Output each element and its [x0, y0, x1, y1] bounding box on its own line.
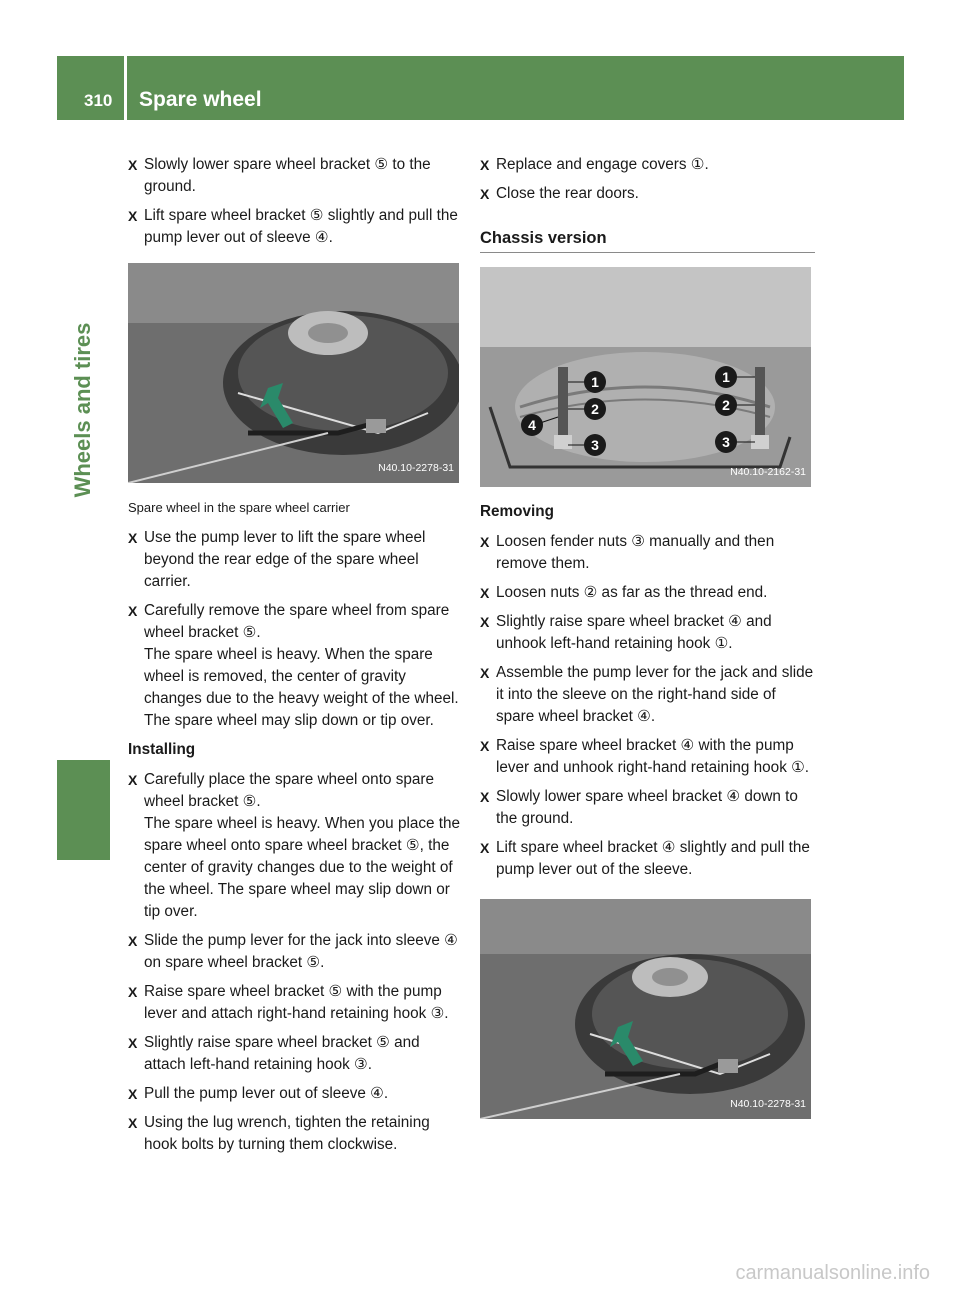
chassis-illustration [480, 267, 811, 487]
step-marker: X [480, 614, 490, 630]
step-marker: X [128, 208, 138, 224]
step-item [128, 205, 462, 249]
step-item [128, 1083, 462, 1105]
step-marker: X [480, 157, 490, 173]
step-marker: X [480, 840, 490, 856]
step-item [480, 786, 815, 830]
step-marker: X [128, 1115, 138, 1131]
step-text: Carefully place the spare wheel onto spare wheel bracket ⑤. [144, 771, 434, 810]
header-divider [124, 56, 127, 120]
step-marker: X [480, 665, 490, 681]
step-text: Use the pump lever to lift the spare wheel beyond the rear edge of the spare wheel carrier. [144, 529, 426, 590]
step-marker: X [128, 772, 138, 788]
step-marker: X [128, 157, 138, 173]
callout-text: 2 [722, 397, 730, 413]
step-marker: X [480, 738, 490, 754]
step-marker: X [128, 603, 138, 619]
step-item [480, 582, 815, 604]
step-text: Close the rear doors. [496, 185, 639, 202]
step-item [480, 154, 815, 176]
figure-code: N40.10-2278-31 [730, 1098, 806, 1110]
side-tab-label: Wheels and tires [70, 322, 95, 498]
step-item [128, 600, 462, 732]
step-item [480, 183, 815, 205]
figure-code: N40.10-2278-31 [378, 462, 454, 474]
step-text: Using the lug wrench, tighten the retaining hook bolts by turning them clockwise. [144, 1114, 430, 1153]
figure-code: N40.10-2162-31 [730, 466, 806, 478]
callout-text: 1 [591, 374, 599, 390]
step-marker: X [128, 933, 138, 949]
step-text: Carefully remove the spare wheel from spare wheel bracket ⑤. [144, 602, 450, 641]
step-item [128, 154, 462, 198]
left-column [128, 154, 462, 1163]
step-item [480, 531, 815, 575]
step-marker: X [128, 984, 138, 1000]
step-marker: X [480, 585, 490, 601]
step-item [480, 837, 815, 881]
step-item [480, 611, 815, 655]
step-text: Raise spare wheel bracket ④ with the pump lever and unhook right-hand retaining hook ①. [496, 737, 810, 776]
step-item [128, 769, 462, 923]
step-marker: X [480, 186, 490, 202]
step-item [480, 735, 815, 779]
page-number: 310 [84, 91, 113, 110]
callout-text: 4 [528, 417, 536, 433]
spare-wheel-illustration [128, 263, 459, 483]
step-text: Lift spare wheel bracket ④ slightly and pull the pump lever out of the sleeve. [496, 839, 810, 878]
step-item [128, 981, 462, 1025]
chassis-version-heading: Chassis version [480, 227, 815, 253]
step-item [480, 662, 815, 728]
figure-spare-wheel-lowered [480, 899, 811, 1119]
step-text: Assemble the pump lever for the jack and slide it into the sleeve on the right-hand side of spare wheel bracket ④. [496, 664, 814, 725]
step-text: Slide the pump lever for the jack into sleeve ④ on spare wheel bracket ⑤. [144, 932, 458, 971]
step-note: The spare wheel is heavy. When you place the spare wheel onto spare wheel bracket ⑤, the center of gravity changes due to the weight of the wheel. The spare wheel may slip down or tip over. [144, 815, 461, 920]
step-text: Slightly raise spare wheel bracket ⑤ and attach left-hand retaining hook ③. [144, 1034, 420, 1073]
spare-wheel-lowered-illustration [480, 899, 811, 1119]
figure-caption: Spare wheel in the spare wheel carrier [128, 500, 350, 515]
step-text: Loosen fender nuts ③ manually and then remove them. [496, 533, 775, 572]
step-text: Pull the pump lever out of sleeve ④. [144, 1085, 389, 1102]
figure-chassis-version [480, 267, 811, 487]
section-title: Spare wheel [139, 88, 262, 111]
step-text: Slightly raise spare wheel bracket ④ and unhook left-hand retaining hook ①. [496, 613, 772, 652]
removing-heading: Removing [480, 503, 554, 520]
step-marker: X [480, 534, 490, 550]
step-text: Slowly lower spare wheel bracket ⑤ to the ground. [144, 156, 431, 195]
step-item [128, 527, 462, 593]
step-text: Raise spare wheel bracket ⑤ with the pump lever and attach right-hand retaining hook ③. [144, 983, 449, 1022]
callout-text: 3 [722, 434, 730, 450]
step-text: Slowly lower spare wheel bracket ④ down to the ground. [496, 788, 798, 827]
step-item [128, 1112, 462, 1156]
step-note: The spare wheel is heavy. When the spare wheel is removed, the center of gravity changes due to the heavy weight of the wheel. The spare wheel may slip down or tip over. [144, 646, 459, 729]
step-marker: X [128, 530, 138, 546]
callout-text: 2 [591, 401, 599, 417]
step-marker: X [128, 1035, 138, 1051]
step-text: Replace and engage covers ①. [496, 156, 709, 173]
step-text: Loosen nuts ② as far as the thread end. [496, 584, 768, 601]
installing-heading: Installing [128, 741, 196, 758]
figure-spare-wheel-carrier [128, 263, 459, 483]
watermark: carmanualsonline.info [735, 1262, 930, 1284]
step-item [128, 930, 462, 974]
step-marker: X [480, 789, 490, 805]
side-tab-block [57, 760, 110, 860]
right-column [480, 154, 815, 1119]
step-item [128, 1032, 462, 1076]
step-marker: X [128, 1086, 138, 1102]
callout-text: 1 [722, 369, 730, 385]
step-text: Lift spare wheel bracket ⑤ slightly and pull the pump lever out of sleeve ④. [144, 207, 458, 246]
callout-text: 3 [591, 437, 599, 453]
